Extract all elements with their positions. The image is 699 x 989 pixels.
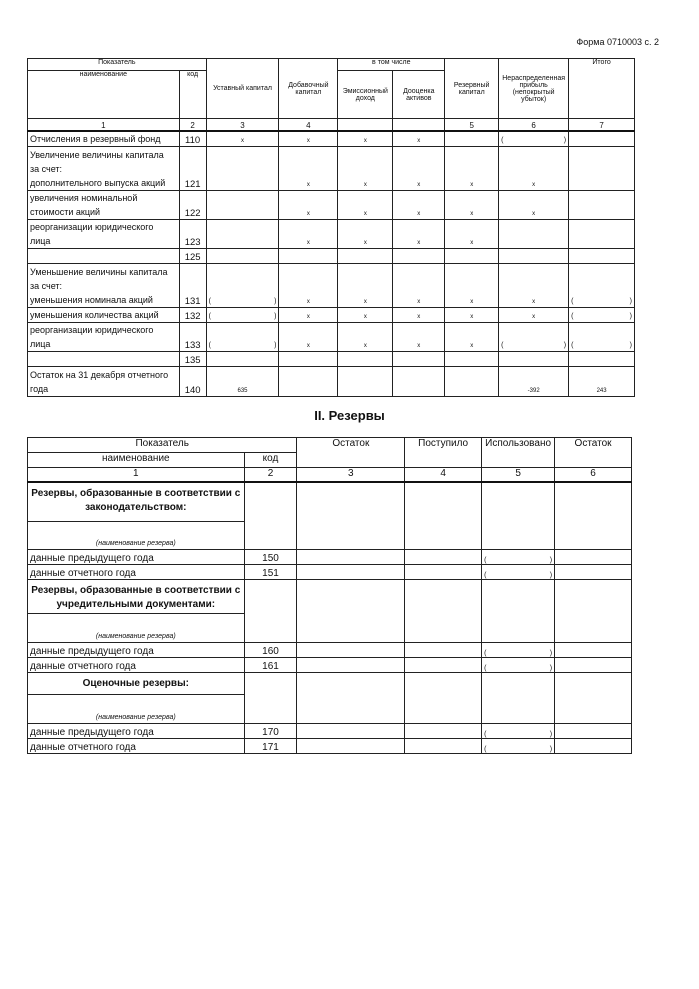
row-code: 150 xyxy=(244,550,297,565)
row-label: данные предыдущего года xyxy=(28,643,245,658)
row-name: реорганизации юридического лица xyxy=(28,220,180,249)
table-row xyxy=(28,565,632,580)
col-num: 6 xyxy=(499,119,569,131)
x-mark: x xyxy=(393,147,445,191)
row-code: 171 xyxy=(244,739,297,754)
col-num: 3 xyxy=(206,119,279,131)
cell xyxy=(555,565,632,580)
col-num: 4 xyxy=(405,468,482,482)
col-num: 2 xyxy=(244,468,297,482)
cell xyxy=(279,352,338,367)
row-code: 122 xyxy=(179,191,206,220)
cell xyxy=(405,550,482,565)
paren-cell: ( ) xyxy=(482,724,555,739)
row-label: данные предыдущего года xyxy=(28,550,245,565)
indicator-header: Показатель xyxy=(28,59,207,71)
paren-cell: ( ) xyxy=(482,565,555,580)
paren-cell: ( ) xyxy=(569,323,635,352)
authorized-capital-header: Уставный капитал xyxy=(206,59,279,119)
row-code: 132 xyxy=(179,308,206,323)
cell xyxy=(279,249,338,264)
cell xyxy=(338,249,393,264)
cell xyxy=(499,220,569,249)
paren-cell: ( ) xyxy=(569,308,635,323)
reserves-table xyxy=(27,437,632,754)
cell xyxy=(393,367,445,397)
cell xyxy=(405,724,482,739)
x-mark: x xyxy=(445,308,499,323)
name-header: наименование xyxy=(28,453,245,468)
row-name: Уменьшение величины капитала за счет: уменьшения номинала акций xyxy=(28,264,180,308)
col-num: 5 xyxy=(445,119,499,131)
row-code: 110 xyxy=(179,131,206,147)
balance-end-header: Остаток xyxy=(555,438,632,468)
table-row xyxy=(28,308,635,323)
cell xyxy=(297,565,405,580)
paren-cell: ( ) xyxy=(206,323,279,352)
group-title-row xyxy=(28,580,632,614)
x-mark: x xyxy=(393,264,445,308)
column-numbers-row xyxy=(28,468,632,482)
cell xyxy=(445,131,499,147)
cell xyxy=(297,658,405,673)
cell xyxy=(555,550,632,565)
cell xyxy=(393,249,445,264)
row-code: 125 xyxy=(179,249,206,264)
indicator-header: Показатель xyxy=(28,438,297,453)
table-row xyxy=(28,147,635,191)
x-mark: x xyxy=(279,147,338,191)
x-mark: x xyxy=(499,191,569,220)
reserve-group-title: Резервы, образованные в соответствии с законодательством: xyxy=(28,482,245,522)
cell xyxy=(555,658,632,673)
x-mark: x xyxy=(279,191,338,220)
retained-earnings-header: Нераспределенная прибыль (непокрытый убыток) xyxy=(499,59,569,119)
table-row xyxy=(28,739,632,754)
x-mark: x xyxy=(279,264,338,308)
table-row xyxy=(28,264,635,308)
x-mark: x xyxy=(279,131,338,147)
code-header: код xyxy=(244,453,297,468)
received-header: Поступило xyxy=(405,438,482,468)
x-mark: x xyxy=(279,308,338,323)
row-label: данные отчетного года xyxy=(28,565,245,580)
retained-earnings-value: -392 xyxy=(499,367,569,397)
row-name: реорганизации юридического лица xyxy=(28,323,180,352)
table-row xyxy=(28,220,635,249)
row-name: Увеличение величины капитала за счет: дополнительного выпуска акций xyxy=(28,147,180,191)
x-mark: x xyxy=(279,220,338,249)
paren-cell: ( ) xyxy=(482,550,555,565)
x-mark: x xyxy=(338,264,393,308)
col-num: 2 xyxy=(179,119,206,131)
row-code: 161 xyxy=(244,658,297,673)
cell xyxy=(445,367,499,397)
total-header: Итого xyxy=(569,59,635,119)
cell xyxy=(206,352,279,367)
cell xyxy=(297,739,405,754)
col-num: 1 xyxy=(28,119,180,131)
authorized-capital-value: 635 xyxy=(206,367,279,397)
table-row xyxy=(28,323,635,352)
table-row xyxy=(28,550,632,565)
cell xyxy=(279,367,338,397)
row-code: 170 xyxy=(244,724,297,739)
x-mark: x xyxy=(279,323,338,352)
cell xyxy=(297,724,405,739)
additional-capital-header: Добавочный капитал xyxy=(279,59,338,119)
x-mark: x xyxy=(445,191,499,220)
cell xyxy=(393,352,445,367)
paren-cell: ( ) xyxy=(482,643,555,658)
paren-cell: ( ) xyxy=(482,658,555,673)
table-row xyxy=(28,249,635,264)
cell xyxy=(206,147,279,191)
x-mark: x xyxy=(206,131,279,147)
x-mark: x xyxy=(393,308,445,323)
row-code: 135 xyxy=(179,352,206,367)
paren-cell: ( ) xyxy=(569,264,635,308)
row-code: 121 xyxy=(179,147,206,191)
revaluation-header: Дооценка активов xyxy=(393,71,445,119)
reserve-group-title: Резервы, образованные в соответствии с учредительными документами: xyxy=(28,580,245,614)
section-title: II. Резервы xyxy=(314,408,385,423)
table-row xyxy=(28,658,632,673)
cell xyxy=(569,249,635,264)
x-mark: x xyxy=(338,308,393,323)
reserve-capital-header: Резервный капитал xyxy=(445,59,499,119)
table-row xyxy=(28,352,635,367)
cell xyxy=(569,191,635,220)
paren-cell: ( ) xyxy=(499,131,569,147)
row-label: данные отчетного года xyxy=(28,739,245,754)
x-mark: x xyxy=(338,147,393,191)
cell xyxy=(555,739,632,754)
cell xyxy=(28,249,180,264)
table-row xyxy=(28,131,635,147)
emission-income-header: Эмиссионный доход xyxy=(338,71,393,119)
x-mark: x xyxy=(445,323,499,352)
group-title-row xyxy=(28,673,632,695)
cell xyxy=(499,352,569,367)
row-name: увеличения номинальной стоимости акций xyxy=(28,191,180,220)
group-title-row xyxy=(28,482,632,522)
x-mark: x xyxy=(445,264,499,308)
x-mark: x xyxy=(499,264,569,308)
row-code: 131 xyxy=(179,264,206,308)
paren-cell: ( ) xyxy=(206,308,279,323)
row-label: данные предыдущего года xyxy=(28,724,245,739)
header-row-1 xyxy=(28,59,635,71)
form-number: Форма 0710003 с. 2 xyxy=(576,37,659,47)
capital-changes-table xyxy=(27,58,635,397)
x-mark: x xyxy=(499,147,569,191)
cell xyxy=(206,191,279,220)
row-code: 140 xyxy=(179,367,206,397)
x-mark: x xyxy=(445,220,499,249)
col-num: 1 xyxy=(28,468,245,482)
col-num xyxy=(393,119,445,131)
reserve-name-note: (наименование резерва) xyxy=(28,522,245,550)
col-num: 4 xyxy=(279,119,338,131)
cell xyxy=(297,550,405,565)
paren-cell: ( ) xyxy=(206,264,279,308)
cell xyxy=(28,352,180,367)
paren-cell: ( ) xyxy=(499,323,569,352)
table-row xyxy=(28,643,632,658)
row-label: данные отчетного года xyxy=(28,658,245,673)
cell xyxy=(555,643,632,658)
col-num: 7 xyxy=(569,119,635,131)
cell xyxy=(569,220,635,249)
code-header: код xyxy=(179,71,206,119)
x-mark: x xyxy=(393,131,445,147)
used-header: Использовано xyxy=(482,438,555,468)
x-mark: x xyxy=(338,323,393,352)
table-row xyxy=(28,724,632,739)
row-code: 133 xyxy=(179,323,206,352)
cell xyxy=(338,367,393,397)
total-value: 243 xyxy=(569,367,635,397)
name-header: наименование xyxy=(28,71,180,119)
cell xyxy=(555,724,632,739)
cell xyxy=(405,739,482,754)
x-mark: x xyxy=(338,191,393,220)
x-mark: x xyxy=(445,147,499,191)
col-num: 3 xyxy=(297,468,405,482)
x-mark: x xyxy=(393,191,445,220)
x-mark: x xyxy=(393,323,445,352)
col-num: 5 xyxy=(482,468,555,482)
row-code: 123 xyxy=(179,220,206,249)
cell xyxy=(499,249,569,264)
row-name: уменьшения количества акций xyxy=(28,308,180,323)
cell xyxy=(206,220,279,249)
paren-cell: ( ) xyxy=(482,739,555,754)
cell xyxy=(569,131,635,147)
balance-start-header: Остаток xyxy=(297,438,405,468)
reserve-group-title: Оценочные резервы: xyxy=(28,673,245,695)
x-mark: x xyxy=(393,220,445,249)
cell xyxy=(405,643,482,658)
cell xyxy=(297,643,405,658)
col-num: 6 xyxy=(555,468,632,482)
table-row xyxy=(28,367,635,397)
row-name: Отчисления в резервный фонд xyxy=(28,131,180,147)
cell xyxy=(569,352,635,367)
cell xyxy=(206,249,279,264)
cell xyxy=(338,352,393,367)
table-row xyxy=(28,191,635,220)
x-mark: x xyxy=(499,308,569,323)
x-mark: x xyxy=(338,131,393,147)
row-code: 151 xyxy=(244,565,297,580)
column-numbers-row xyxy=(28,119,635,131)
x-mark: x xyxy=(338,220,393,249)
including-header: в том числе xyxy=(338,59,445,71)
cell xyxy=(405,565,482,580)
row-name: Остаток на 31 декабря отчетного года xyxy=(28,367,180,397)
row-code: 160 xyxy=(244,643,297,658)
header-row-1 xyxy=(28,438,632,453)
cell xyxy=(405,658,482,673)
cell xyxy=(445,249,499,264)
reserve-name-note: (наименование резерва) xyxy=(28,695,245,724)
cell xyxy=(445,352,499,367)
reserve-name-note: (наименование резерва) xyxy=(28,614,245,643)
col-num xyxy=(338,119,393,131)
cell xyxy=(569,147,635,191)
